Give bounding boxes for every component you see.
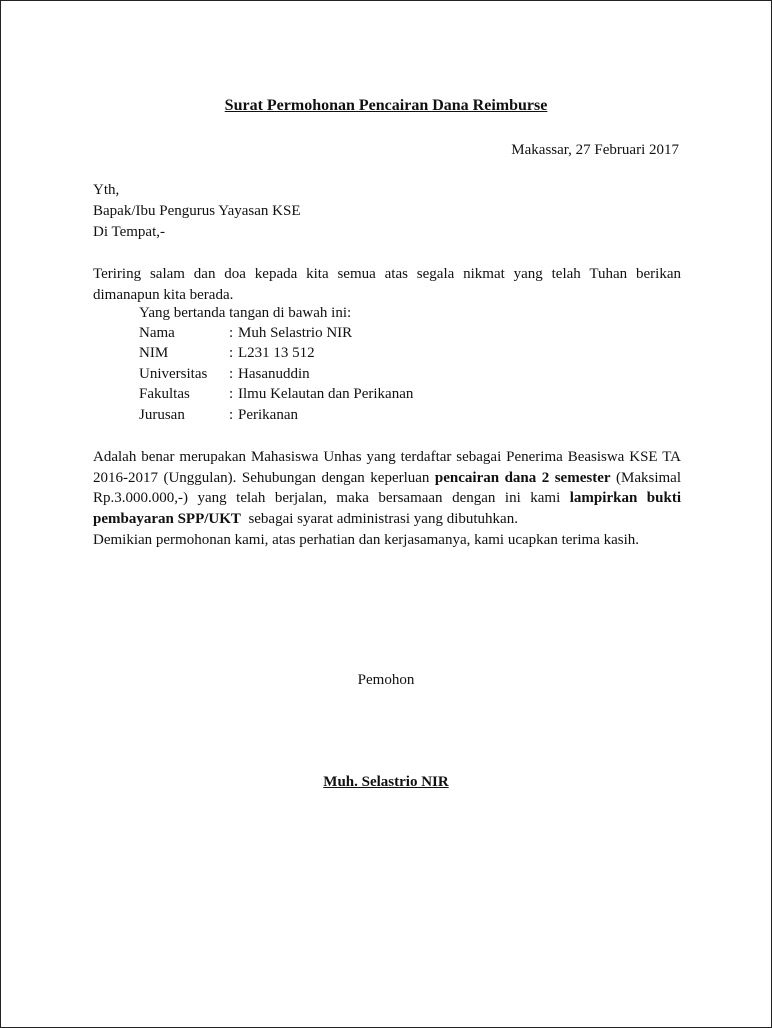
recipient-salutation: Yth, — [93, 182, 120, 198]
greeting-paragraph: Teriring salam dan doa kepada kita semua atas segala nikmat yang telah Tuhan berikan dimanapun kita berada. — [93, 266, 681, 303]
closing-paragraph: Demikian permohonan kami, atas perhatian dan kerjasamanya, kami ucapkan terima kasih. — [93, 532, 640, 548]
identity-label: Fakultas — [139, 386, 190, 402]
identity-value: Muh Selastrio NIR — [238, 325, 353, 341]
identity-colon: : — [229, 325, 234, 341]
identity-value: Hasanuddin — [238, 366, 310, 382]
body-text-3: sebagai syarat administrasi yang dibutuhkan. — [240, 510, 518, 527]
identity-label: NIM — [139, 345, 169, 361]
identity-colon: : — [229, 345, 234, 361]
body-paragraph — [93, 447, 681, 529]
letter-title: Surat Permohonan Pencairan Dana Reimburse — [224, 97, 548, 114]
identity-label: Nama — [139, 325, 175, 341]
body-bold-1: pencairan dana 2 semester — [434, 469, 611, 486]
recipient-addressee: Bapak/Ibu Pengurus Yayasan KSE — [93, 203, 301, 219]
identity-intro: Yang bertanda tangan di bawah ini: — [139, 305, 352, 321]
signature-label: Pemohon — [357, 672, 415, 688]
identity-label: Universitas — [139, 366, 208, 382]
identity-row-universitas — [139, 366, 310, 383]
identity-colon: : — [229, 407, 234, 423]
identity-row-jurusan — [139, 407, 298, 424]
body-bold-2: lampirkan bukti pembayaran SPP/UKT — [93, 490, 681, 527]
identity-row-fakultas — [139, 386, 413, 403]
place-date: Makassar, 27 Februari 2017 — [511, 142, 679, 158]
identity-label: Jurusan — [139, 407, 185, 423]
identity-value: L231 13 512 — [238, 345, 315, 361]
identity-value: Perikanan — [238, 407, 298, 423]
recipient-location: Di Tempat,- — [93, 224, 165, 240]
body-text-1: Adalah benar merupakan Mahasiswa Unhas yang terdaftar sebagai Penerima Beasiswa KSE TA 2016-2017 (Unggulan). Sehubungan dengan keperluan — [93, 449, 681, 486]
identity-row-nama — [139, 325, 352, 342]
identity-colon: : — [229, 366, 234, 382]
signature-name: Muh. Selastrio NIR — [323, 774, 449, 790]
body-text-2: (Maksimal Rp.3.000.000,-) yang telah berjalan, maka bersamaan dengan ini kami — [93, 469, 681, 507]
identity-row-nim — [139, 345, 315, 362]
identity-value: Ilmu Kelautan dan Perikanan — [238, 386, 414, 402]
identity-colon: : — [229, 386, 234, 402]
